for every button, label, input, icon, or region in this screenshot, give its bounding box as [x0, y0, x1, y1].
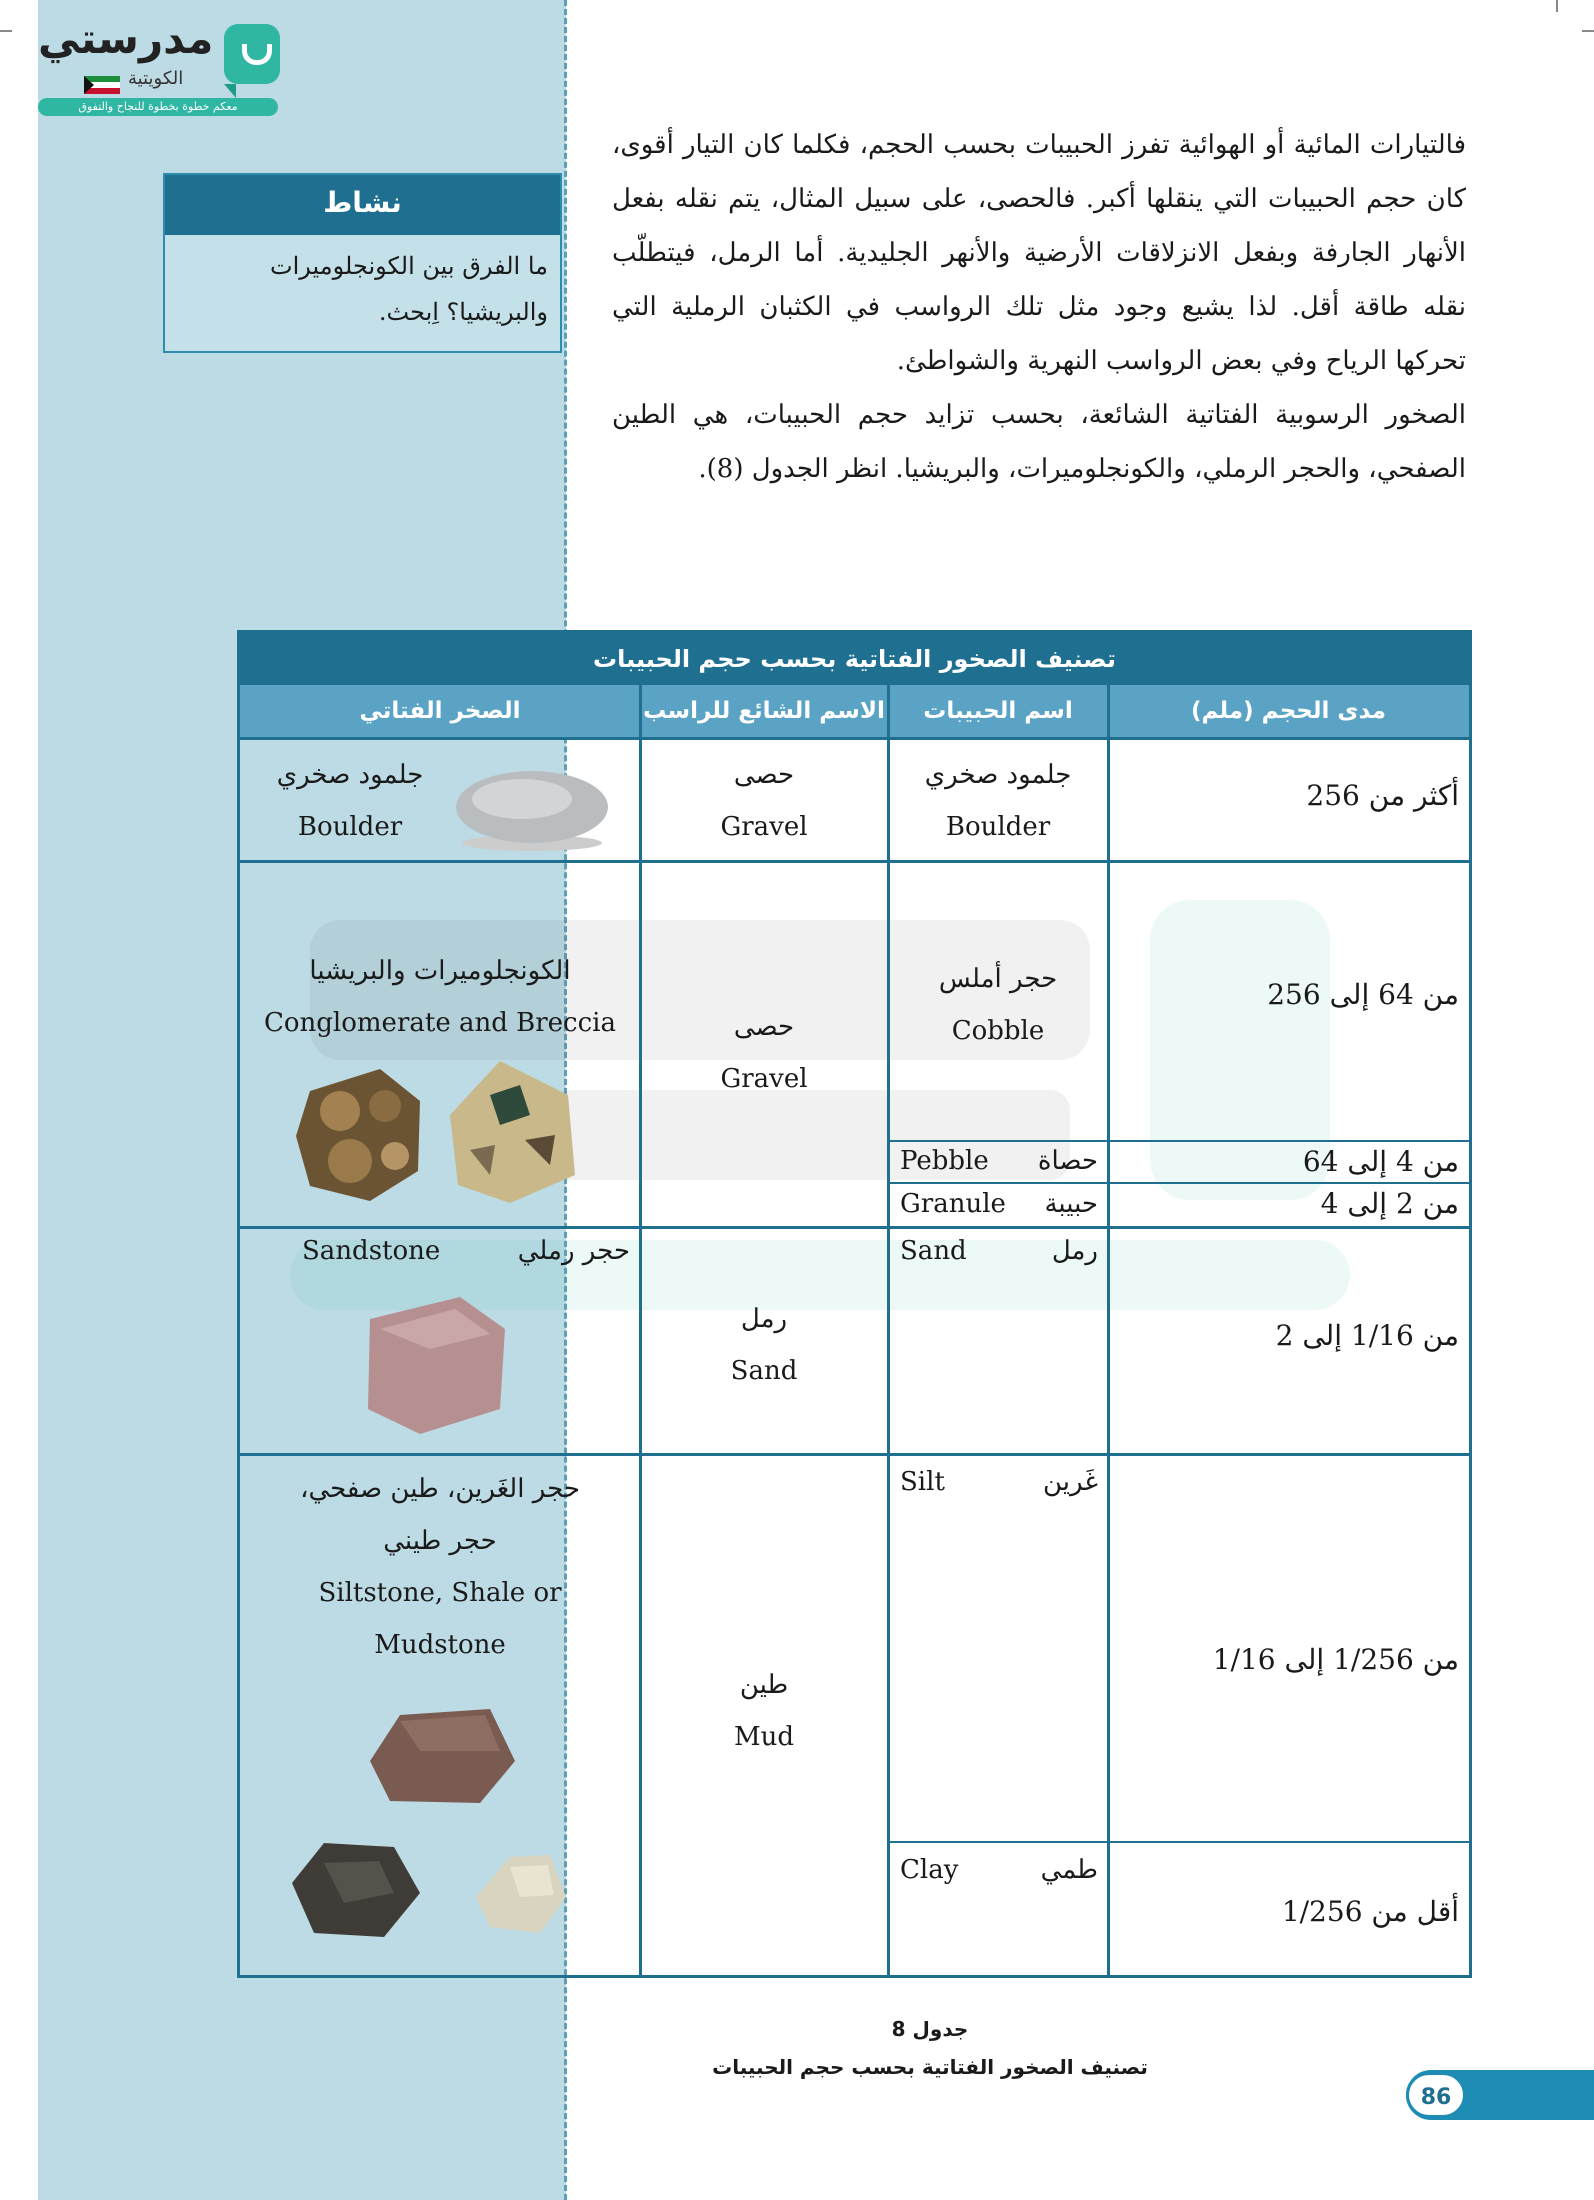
text-line: التيار أقوى، كان حجم الحبيبات التي ينقلها أكبر. فالحصى، على سبيل	[612, 130, 1466, 214]
grid-line	[888, 1841, 1469, 1843]
grid-line	[240, 860, 1469, 863]
crop-mark	[0, 30, 12, 32]
range-cell: أكثر من 256	[1306, 779, 1459, 812]
text-line: الجليدية. أما الرمل، فيتطلّب نقله طاقة أقل. لذا يشيع وجود مثل تلك	[612, 238, 1467, 322]
grain-en: Pebble	[900, 1146, 989, 1176]
grain-en: Boulder	[945, 812, 1051, 842]
grain-en: Sand	[900, 1236, 967, 1266]
grain-en: Cobble	[951, 1016, 1045, 1046]
common-cell	[640, 1659, 888, 1763]
logo-subtitle: الكويتية	[128, 68, 184, 89]
crop-mark	[1582, 30, 1594, 32]
common-en: Sand	[730, 1356, 798, 1386]
common-cell	[640, 1293, 888, 1397]
header-size-range: مدى الحجم (ملم)	[1108, 685, 1469, 737]
common-cell	[640, 749, 888, 853]
common-en: Mud	[733, 1722, 794, 1752]
range-cell: من 2 إلى 4	[1320, 1187, 1459, 1220]
crop-mark	[1556, 0, 1558, 12]
logo-mark-tail-icon	[224, 84, 236, 98]
logo-tagline: معكم خطوة بخطوة للنجاح والتفوق	[38, 98, 278, 116]
conglomerate-rock-image	[290, 1061, 430, 1206]
grain-en: Silt	[900, 1467, 945, 1497]
rock-en: Sandstone	[302, 1236, 441, 1266]
page-number: 86	[1406, 2072, 1466, 2118]
boulder-rock-image	[452, 763, 612, 853]
common-cell	[640, 1001, 888, 1105]
rock-ar: حجر الغَرين، طين صفحي،	[300, 1474, 580, 1504]
text-line: الطين الصفحي، والحجر الرملي، والكونجلوميرات، والبريشيا. انظر	[612, 400, 1466, 484]
grain-ar: حبيبة	[1044, 1189, 1098, 1219]
activity-box	[163, 173, 562, 353]
grain-cell	[888, 1141, 1108, 1181]
text-line: الصخور الرسوبية الفتاتية الشائعة، بحسب تزايد حجم الحبيبات، هي	[692, 400, 1467, 430]
activity-heading: نشاط	[165, 175, 560, 235]
grain-cell	[888, 1184, 1108, 1224]
grain-cell	[888, 1229, 1108, 1273]
range-cell: أقل من 1/256	[1281, 1895, 1459, 1928]
common-en: Gravel	[720, 812, 808, 842]
common-ar: طين	[739, 1670, 789, 1700]
grain-cell	[888, 1845, 1108, 1895]
activity-line: ما الفرق بين الكونجلوميرات	[270, 252, 548, 280]
siltstone-rock-image	[360, 1701, 520, 1811]
rock-en: Siltstone, Shale or	[318, 1578, 562, 1608]
rock-cell	[240, 945, 640, 1049]
header-common-name: الاسم الشائع للراسب	[640, 685, 888, 737]
caption-label: جدول 8	[891, 2017, 969, 2041]
range-cell: من 1/16 إلى 2	[1275, 1319, 1459, 1352]
grain-cell	[888, 749, 1108, 853]
range-cell: من 4 إلى 64	[1302, 1145, 1459, 1178]
header-grain-name: اسم الحبيبات	[888, 685, 1108, 737]
shale-rock-image	[284, 1833, 424, 1943]
breccia-rock-image	[440, 1055, 580, 1205]
table-title: تصنيف الصخور الفتاتية بحسب حجم الحبيبات	[240, 633, 1469, 685]
rock-ar: حجر رملي	[517, 1236, 630, 1266]
activity-question	[165, 235, 560, 343]
grain-ar: جلمود صخري	[924, 760, 1072, 790]
grain-cell	[888, 1457, 1108, 1507]
caption-text: تصنيف الصخور الفتاتية بحسب حجم الحبيبات	[712, 2055, 1148, 2079]
logo-title: مدرستي	[38, 14, 214, 63]
mudstone-rock-image	[470, 1847, 570, 1937]
grid-line	[240, 737, 1469, 740]
common-ar: رمل	[740, 1304, 788, 1334]
activity-line: والبريشيا؟ اِبحث.	[378, 298, 548, 326]
logo-mark-icon	[224, 24, 280, 84]
body-text	[612, 118, 1466, 496]
text-line: النهرية والشواطئ.	[896, 346, 1098, 376]
header-rock: الصخر الفتاتي	[240, 685, 640, 737]
text-line: الرواسب في الكثبان الرملية التي تحركها الرياح وفي بعض الرواسب	[612, 292, 1466, 376]
rock-en: Boulder	[297, 812, 403, 842]
grain-ar: رمل	[1051, 1236, 1098, 1266]
rock-cell	[240, 1463, 640, 1671]
common-en: Gravel	[720, 1064, 808, 1094]
rock-ar: حجر طيني	[383, 1526, 497, 1556]
grain-size-table	[237, 630, 1472, 1978]
rock-en: Conglomerate and Breccia	[264, 1008, 616, 1038]
rock-cell	[240, 749, 460, 853]
rock-ar: جلمود صخري	[276, 760, 424, 790]
grain-ar: حصاة	[1037, 1146, 1098, 1176]
grain-en: Clay	[900, 1855, 959, 1885]
text-line: فالتيارات المائية أو الهوائية تفرز الحبيبات بحسب الحجم، فكلما كان	[743, 130, 1467, 160]
text-line: المثال، يتم نقله بفعل الأنهار الجارفة وبفعل الانزلاقات الأرضية والأنهر	[612, 184, 1467, 268]
common-ar: حصى	[733, 760, 795, 790]
grain-en: Granule	[900, 1189, 1006, 1219]
rock-cell	[240, 1229, 640, 1273]
text-line: الجدول (8).	[698, 454, 829, 484]
range-cell: من 1/256 إلى 1/16	[1212, 1643, 1459, 1676]
rock-en: Mudstone	[374, 1630, 506, 1660]
grain-ar: غَرين	[1043, 1467, 1098, 1497]
grid-line	[240, 1453, 1469, 1456]
sandstone-rock-image	[360, 1289, 510, 1439]
common-ar: حصى	[733, 1012, 795, 1042]
grain-ar: طمي	[1040, 1855, 1098, 1885]
logo	[38, 14, 284, 116]
rock-ar: الكونجلوميرات والبريشيا	[309, 956, 571, 986]
grain-cell	[888, 953, 1108, 1057]
table-caption	[600, 2010, 1260, 2086]
range-cell: من 64 إلى 256	[1267, 978, 1459, 1011]
grain-ar: حجر أملس	[938, 964, 1058, 994]
kuwait-flag-icon	[84, 76, 120, 94]
grid-line	[1107, 685, 1110, 1975]
paragraph-2	[612, 388, 1466, 496]
paragraph-1	[612, 118, 1466, 388]
